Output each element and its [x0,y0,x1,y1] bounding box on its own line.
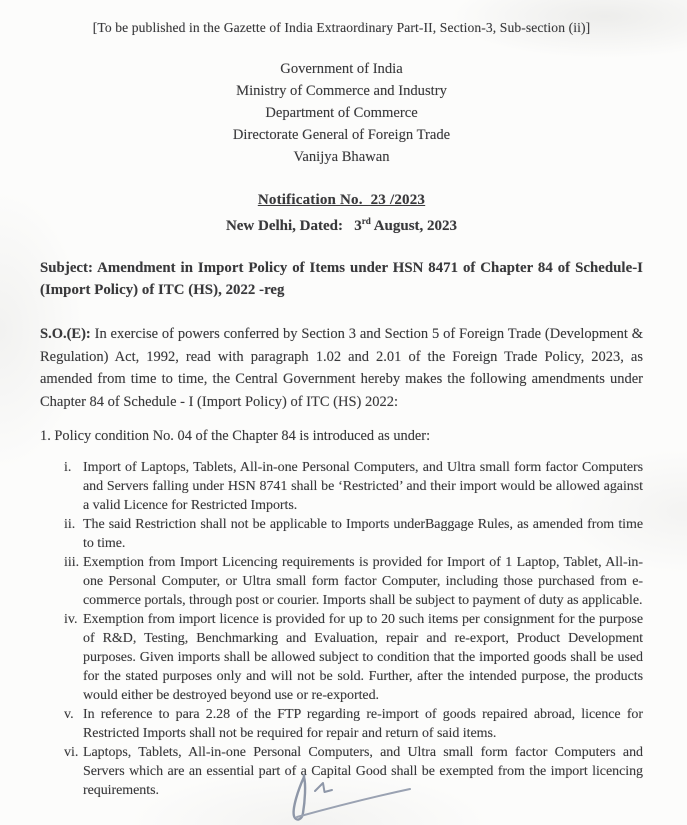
so-body-text: In exercise of powers conferred by Section 3 and Section 5 of Foreign Trade (Development & Regulation) Act, 1992, read with paragraph 1.02 and 2.01 of the Foreign Trade Policy, 2023, as amended from time to time, the Central Government hereby makes the following amendments under Chapter 84 of Schedule - I (Import Policy) of ITC (HS) 2022: [40,326,643,410]
notification-dateline [40,211,643,237]
policy-condition-intro: 1. Policy condition No. 04 of the Chapter 84 is introduced as under: [40,428,431,444]
list-item-marker: iii. [64,555,80,570]
issuing-authority-block [40,58,643,168]
org-line-ministry: Ministry of Commerce and Industry [236,83,447,99]
so-lead-label: S.O.(E): [40,326,91,342]
list-item-marker: i. [64,460,72,475]
list-item [40,553,643,610]
notification-heading-block [40,190,643,237]
org-line-government: Government of India [280,61,403,77]
statutory-order-paragraph [40,323,643,413]
list-item [40,610,643,705]
dateline-prefix: New Delhi, Dated: 3 [225,218,362,234]
list-item-marker: vi. [64,745,79,760]
list-item-text: Import of Laptops, Tablets, All-in-one Personal Computers, and Ultra small form factor Computers and Servers falling under HSN 8741 shall be ‘Restricted’ and their import would be allowed against a valid Licence for Restricted Imports. [83,460,643,513]
signature-scribble-icon [288,768,438,824]
list-item-marker: iv. [64,612,78,627]
dateline-ordinal-suffix: rd [361,216,371,226]
list-item-text: Exemption from import licence is provided for up to 20 such items per consignment for the purpose of R&D, Testing, Benchmarking and Evaluation, repair and re-export, Product Development purposes. Given imports shall be allowed subject to condition that the imported goods shall be used for the stated purposes only and will not be sold. Further, after the intended purpose, the products would either be destroyed beyond use or re-exported. [83,612,643,703]
org-line-directorate: Directorate General of Foreign Trade [232,127,451,143]
list-item-marker: v. [64,707,74,722]
dateline-suffix: August, 2023 [370,218,458,234]
list-item-text: In reference to para 2.28 of the FTP regarding re-import of goods repaired abroad, licence for Restricted Imports shall not be required for repair and return of said items. [83,707,643,741]
list-item [40,515,643,553]
list-item-marker: ii. [64,517,76,532]
gazette-publication-line: [To be published in the Gazette of India Extraordinary Part-II, Section-3, Sub-section (ii)] [92,20,591,35]
list-item-text: The said Restriction shall not be applicable to Imports underBaggage Rules, as amended from time to time. [83,517,643,551]
list-item-text: Exemption from Import Licencing requirements is provided for Import of 1 Laptop, Tablet, All-in-one Personal Computer, or Ultra small form factor Computer, including those purchased from e-commerce portals, through post or courier. Imports shall be subject to payment of duty as applicable. [83,555,643,608]
subject-line: Subject: Amendment in Import Policy of Items under HSN 8471 of Chapter 84 of Schedule-I (Import Policy) of ITC (HS), 2022 -reg [40,260,643,298]
list-item-text: Laptops, Tablets, All-in-one Personal Computers, and Ultra small form factor Computers and Servers which are an essential part of a Capital Good shall be exempted from the import licencing requirements. [83,745,643,798]
org-line-building: Vanijya Bhawan [293,149,390,165]
list-item [40,458,643,515]
list-item [40,705,643,743]
notification-number: Notification No. 23 /2023 [257,192,426,208]
policy-conditions-list [40,458,643,800]
org-line-department: Department of Commerce [265,105,418,121]
